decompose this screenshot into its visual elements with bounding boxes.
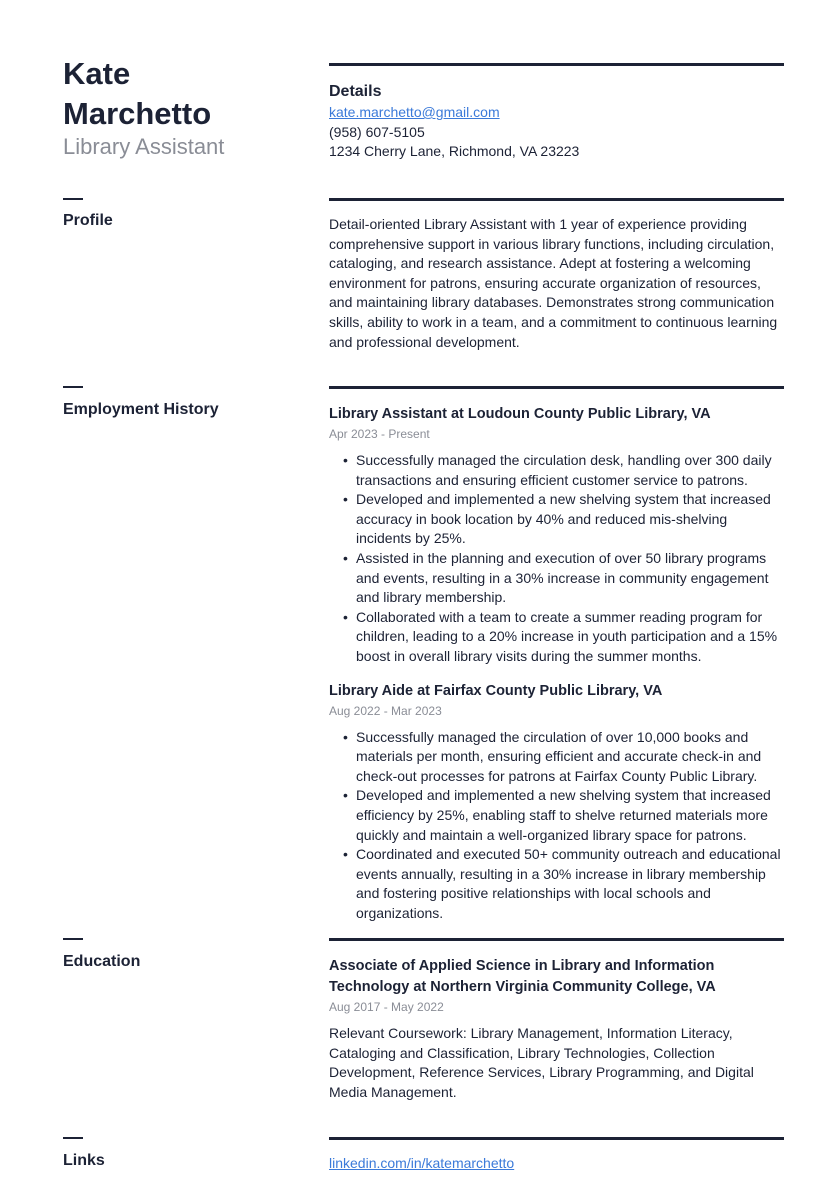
employment-section [329,404,785,923]
first-name: Kate [63,56,131,91]
job-title-heading: Library Aide at Fairfax County Public Library, VA [329,682,663,699]
degree-heading: Associate of Applied Science in Library and Information Technology at Northern Virginia Community College, VA [329,958,716,995]
section-divider [329,63,784,66]
job-bullet: • Coordinated and executed 50+ community outreach and educational events annually, resulting in a 30% increase in library membership and fostering positive relationships with local schools and organizations. [356,845,785,923]
education-label: Education [63,953,141,970]
section-dash [63,1137,83,1139]
job-dates: Apr 2023 - Present [329,427,430,441]
address: 1234 Cherry Lane, Richmond, VA 23223 [329,143,580,160]
section-divider [329,198,784,201]
last-name: Marchetto [63,96,212,131]
profile-section [329,215,785,352]
job-bullets [329,451,785,667]
education-section [329,956,785,1102]
section-divider [329,938,784,941]
details-heading: Details [329,83,382,100]
job-dates: Aug 2022 - Mar 2023 [329,703,442,718]
section-divider [329,386,784,389]
section-dash [63,198,83,200]
job-title: Library Assistant [63,134,225,159]
linkedin-link[interactable]: linkedin.com/in/katemarchetto [329,1155,515,1171]
links-label: Links [63,1152,105,1169]
job-bullet: • Collaborated with a team to create a summer reading program for children, leading to a 20% increase in youth participation and a 15% boost in overall library visits during the summer months. [356,608,785,667]
job-bullet: • Successfully managed the circulation of over 10,000 books and materials per month, ensuring efficient and accurate check-in and check-out processes for patrons at Fairfax County Public Library. [356,728,785,787]
candidate-name [63,54,283,134]
section-divider [329,1137,784,1140]
profile-label: Profile [63,212,113,229]
details-section [329,81,785,162]
job-bullets [329,728,785,924]
education-dates: Aug 2017 - May 2022 [329,1000,444,1014]
job-title-heading: Library Assistant at Loudoun County Public Library, VA [329,406,711,422]
profile-text: Detail-oriented Library Assistant with 1 year of experience providing comprehensive support in various library functions, including circulation, cataloging, and research assistance. Adept at fostering a welcoming environment for patrons, ensuring accurate organization of resources, and maintaining library databases. Demonstrates strong communication skills, ability to work in a team, and a commitment to continuous learning and professional development. [329,216,778,350]
job-bullet: • Developed and implemented a new shelving system that increased accuracy in book location by 40% and reduced mis-shelving incidents by 25%. [356,490,785,549]
job-entry [329,404,785,667]
links-section [329,1154,785,1174]
section-dash [63,938,83,940]
job-entry [329,681,785,924]
job-bullet: • Successfully managed the circulation desk, handling over 300 daily transactions and ensuring efficient customer service to patrons. [356,451,785,490]
email-link[interactable]: kate.marchetto@gmail.com [329,104,500,120]
employment-label: Employment History [63,401,219,418]
education-text: Relevant Coursework: Library Management, Information Literacy, Cataloging and Classification, Library Technologies, Collection Development, Reference Services, Library Programming, and Digital Media Management. [329,1025,754,1100]
phone-number: (958) 607-5105 [329,123,425,140]
job-bullet: • Assisted in the planning and execution of over 50 library programs and events, resulting in a 30% increase in community engagement and library membership. [356,549,785,608]
job-bullet: • Developed and implemented a new shelving system that increased efficiency by 25%, enabling staff to shelve returned materials more quickly and maintain a well-organized library space for patrons. [356,786,785,845]
section-dash [63,386,83,388]
